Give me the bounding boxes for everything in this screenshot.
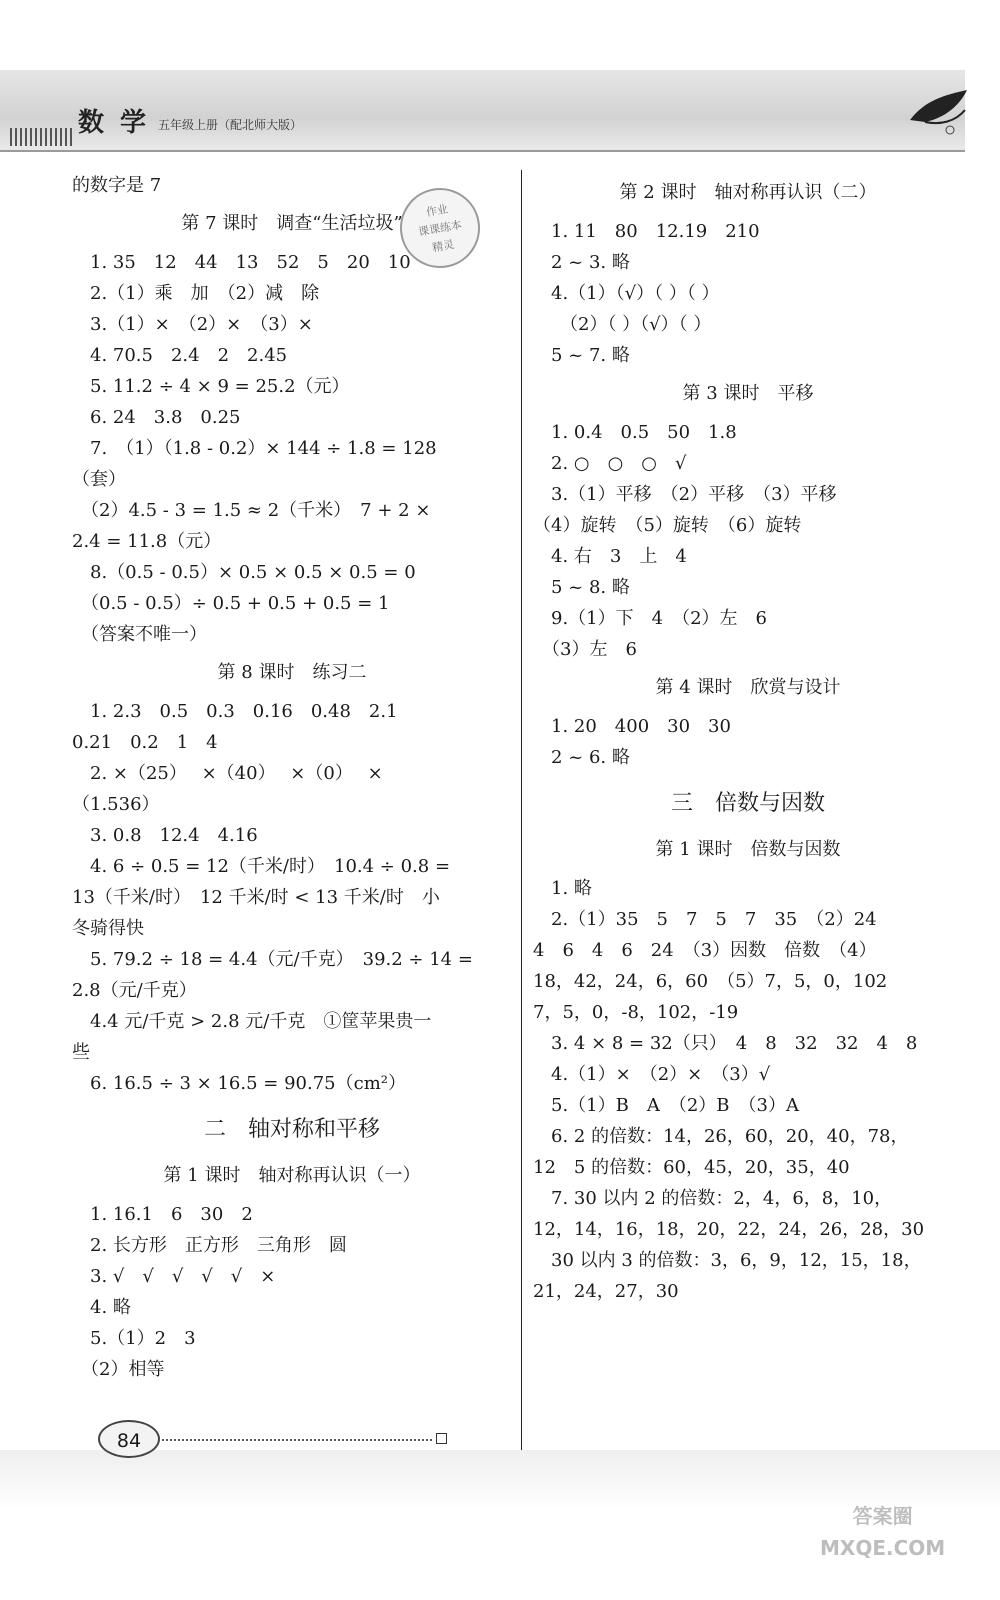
- answer-line: 2.8（元/千克）: [72, 980, 197, 1001]
- right-column: [533, 170, 963, 1307]
- answer-line: 4. 6 ÷ 0.5 = 12（千米/时） 10.4 ÷ 0.8 =: [72, 856, 451, 877]
- header-grade: 五年级上册（配北师大版）: [158, 118, 303, 132]
- answer-line: 2. 长方形 正方形 三角形 圆: [72, 1235, 347, 1256]
- answer-line: 5. 11.2 ÷ 4 × 9 = 25.2（元）: [72, 376, 350, 397]
- column-divider: [521, 170, 522, 1455]
- answer-line: 1. 11 80 12.19 210: [533, 221, 760, 242]
- answer-line: 9.（1）下 4 （2）左 6: [533, 608, 767, 629]
- answer-line: 4.4 元/千克 > 2.8 元/千克 ①筐苹果贵一: [72, 1011, 432, 1032]
- answer-line: 4. 略: [72, 1297, 131, 1318]
- watermark-text: 答案圈: [852, 1504, 913, 1528]
- answer-line: 3.（1）× （2）× （3）×: [72, 314, 313, 335]
- answer-line: 3. 0.8 12.4 4.16: [72, 825, 258, 846]
- answer-line: 1. 16.1 6 30 2: [72, 1204, 253, 1225]
- answer-line: 2.4 = 11.8（元）: [72, 531, 222, 552]
- answer-line: 3. √ √ √ √ √ ×: [72, 1266, 276, 1287]
- answer-line: 5.（1）2 3: [72, 1328, 196, 1349]
- left-column: [72, 170, 512, 1385]
- lesson-heading: 第 1 课时 轴对称再认识（一）: [163, 1165, 421, 1186]
- answer-line: 5. 79.2 ÷ 18 = 4.4（元/千克） 39.2 ÷ 14 =: [72, 949, 473, 970]
- answer-line: 4. 右 3 上 4: [533, 546, 687, 567]
- answer-line: 4.（1）（√）（ ）（ ）: [533, 283, 720, 304]
- header-subject: 数学: [78, 108, 163, 138]
- answer-line: 2 ~ 6. 略: [533, 747, 630, 768]
- answer-line: （4）旋转 （5）旋转 （6）旋转: [533, 515, 802, 536]
- answer-line: 12 5 的倍数：60，45，20，35，40: [533, 1157, 850, 1178]
- leaf-ornament-icon: [905, 80, 975, 140]
- answer-line: 4.（1）× （2）× （3）√: [533, 1064, 771, 1085]
- answer-line: 13（千米/时） 12 千米/时 < 13 千米/时 小: [72, 887, 440, 908]
- lesson-heading: 第 4 课时 欣赏与设计: [655, 677, 841, 698]
- answer-line: 18，42，24，6，60 （5）7，5，0，102: [533, 971, 888, 992]
- answer-line: 冬骑得快: [72, 918, 144, 939]
- answer-line: （答案不唯一）: [72, 624, 207, 645]
- answer-line: 30 以内 3 的倍数：3，6，9，12，15，18，: [533, 1250, 922, 1271]
- answer-line: 2.（1）乘 加 （2）减 除: [72, 283, 320, 304]
- lesson-heading: 第 3 课时 平移: [682, 383, 814, 404]
- answer-line: （3）左 6: [533, 639, 637, 660]
- answer-line: 2.（1）35 5 7 5 7 35 （2）24: [533, 909, 877, 930]
- footer-dotted-rule: [162, 1439, 432, 1441]
- lesson-heading: 第 7 课时 调查“生活垃圾”: [181, 213, 403, 234]
- answer-line: 的数字是 7: [72, 175, 162, 196]
- answer-line: （2）4.5 - 3 = 1.5 ≈ 2（千米） 7 + 2 ×: [72, 500, 431, 521]
- answer-line: 1. 20 400 30 30: [533, 716, 731, 737]
- answer-line: 1. 2.3 0.5 0.3 0.16 0.48 2.1: [72, 701, 398, 722]
- answer-line: 7，5，0，-8，102，-19: [533, 1002, 739, 1023]
- lesson-heading: 第 1 课时 倍数与因数: [655, 839, 841, 860]
- watermark-logo: [820, 1500, 945, 1564]
- answer-line: 4. 70.5 2.4 2 2.45: [72, 345, 288, 366]
- answer-line: （2）（ ）（√）（ ）: [533, 314, 712, 335]
- answer-line: 8.（0.5 - 0.5）× 0.5 × 0.5 × 0.5 = 0: [72, 562, 416, 583]
- answer-line: 2. ×（25） ×（40） ×（0） ×: [72, 763, 383, 784]
- answer-line: （2）相等: [72, 1359, 165, 1380]
- answer-line: 2 ~ 3. 略: [533, 252, 630, 273]
- square-icon: [436, 1433, 447, 1444]
- answer-line: 3. 4 × 8 = 32（只） 4 8 32 32 4 8: [533, 1033, 918, 1054]
- watermark-text: MXQE.COM: [820, 1536, 946, 1560]
- answer-line: 些: [72, 1042, 90, 1063]
- answer-line: 1. 0.4 0.5 50 1.8: [533, 422, 737, 443]
- answer-line: （0.5 - 0.5）÷ 0.5 + 0.5 + 0.5 = 1: [72, 593, 390, 614]
- answer-line: 5.（1）B A （2）B （3）A: [533, 1095, 799, 1116]
- answer-line: 21，24，27，30: [533, 1281, 679, 1302]
- chapter-heading: 三 倍数与因数: [670, 791, 825, 816]
- answer-line: 3.（1）平移 （2）平移 （3）平移: [533, 484, 837, 505]
- answer-line: 0.21 0.2 1 4: [72, 732, 218, 753]
- page-number: 84: [98, 1420, 160, 1458]
- chapter-heading: 二 轴对称和平移: [203, 1117, 380, 1142]
- answer-line: 6. 2 的倍数：14，26，60，20，40，78，: [533, 1126, 909, 1147]
- stamp-text: 课课练本: [417, 218, 463, 239]
- stamp-text: 精灵: [431, 237, 456, 255]
- answer-line: 6. 24 3.8 0.25: [72, 407, 241, 428]
- answer-line: 6. 16.5 ÷ 3 × 16.5 = 90.75（cm²）: [72, 1073, 406, 1094]
- answer-line: 12，14，16，18，20，22，24，26，28，30: [533, 1219, 925, 1240]
- answer-line: 5 ~ 7. 略: [533, 345, 630, 366]
- answer-line: 5 ~ 8. 略: [533, 577, 630, 598]
- answer-line: （套）: [72, 469, 126, 490]
- answer-line: 4 6 4 6 24 （3）因数 倍数 （4）: [533, 940, 877, 961]
- lesson-heading: 第 2 课时 轴对称再认识（二）: [619, 182, 877, 203]
- answer-line: 1. 35 12 44 13 52 5 20 10: [72, 252, 411, 273]
- lesson-heading: 第 8 课时 练习二: [217, 662, 367, 683]
- answer-line: 7. （1）（1.8 - 0.2）× 144 ÷ 1.8 = 128: [72, 438, 437, 459]
- answer-line: 7. 30 以内 2 的倍数：2，4，6，8，10，: [533, 1188, 893, 1209]
- answer-line: （1.536）: [72, 794, 160, 815]
- header-stripes: [10, 128, 75, 146]
- answer-line: 1. 略: [533, 878, 592, 899]
- stamp-text: 作业: [424, 202, 449, 220]
- answer-line: 2. ○ ○ ○ √: [533, 453, 687, 474]
